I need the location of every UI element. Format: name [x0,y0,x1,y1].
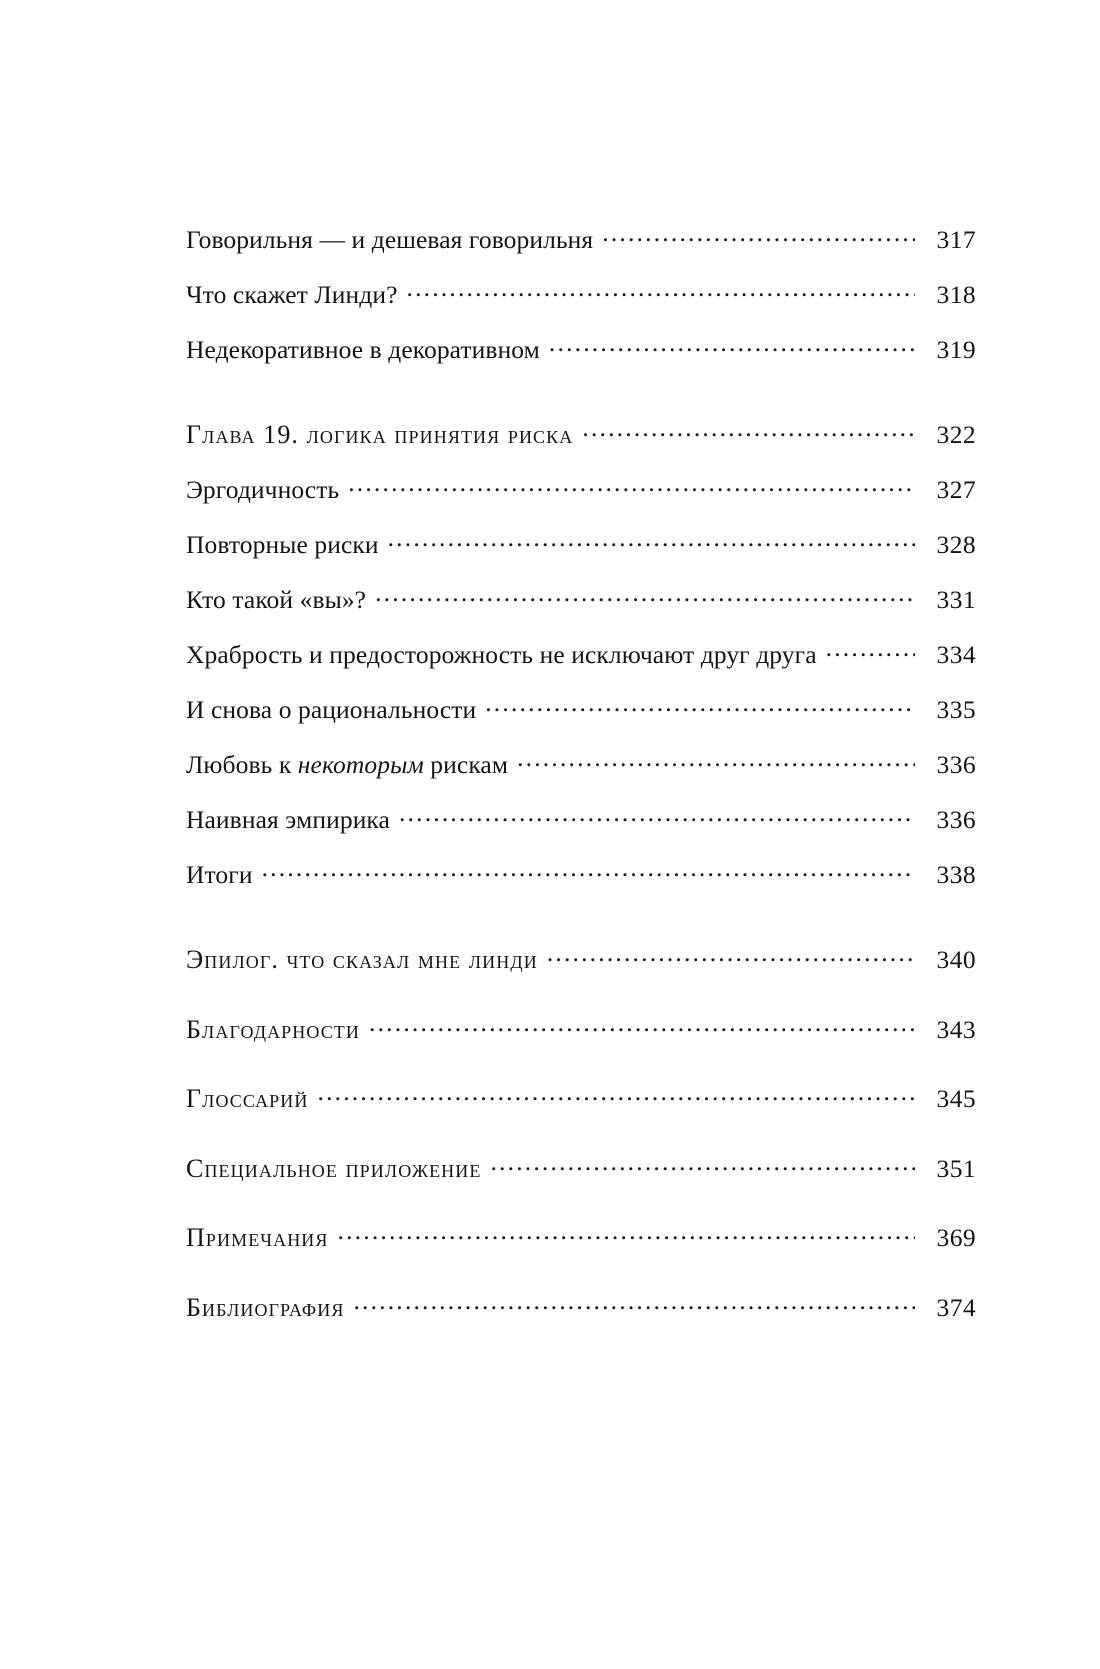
toc-entry-title: Библиография [186,1292,345,1322]
toc-title-prefix: Любовь к [186,750,298,779]
toc-entry-page: 343 [936,1014,976,1044]
dot-leader [485,693,915,719]
toc-entry-title: Специальное приложение [186,1153,482,1183]
toc-entry[interactable] [186,803,976,833]
dot-leader [399,803,915,829]
dot-leader [262,858,915,884]
dot-leader [375,583,915,609]
toc-entry-page: 327 [936,475,976,504]
toc-entry[interactable] [186,277,976,307]
dot-leader [338,1221,915,1247]
table-of-contents [186,222,976,1346]
toc-entry-title: Глоссарий [186,1084,309,1113]
toc-entry[interactable] [186,583,976,613]
dot-leader [826,638,915,664]
toc-entry-title: Храбрость и предосторожность не исключают друг друга [186,640,817,669]
dot-leader [547,943,915,969]
dot-leader [348,473,915,499]
group-spacer [186,913,976,943]
toc-entry[interactable] [186,473,976,503]
entry-spacer [186,1276,976,1290]
dot-leader [369,1012,915,1038]
dot-leader [490,1151,915,1177]
entry-spacer [186,998,976,1012]
toc-entry-page: 318 [936,279,976,309]
toc-entry-page: 322 [936,419,976,449]
toc-entry-page: 319 [936,334,976,364]
toc-entry-title: Наивная эмпирика [186,805,390,834]
toc-entry-title: И снова о рациональности [186,695,477,724]
toc-entry[interactable] [186,858,976,888]
group-spacer [186,387,976,417]
toc-entry-title: Недекоративное в декоративном [186,334,540,364]
dot-leader [407,277,916,303]
dot-leader [602,222,915,248]
toc-entry-title: Итоги [186,860,253,889]
toc-entry-section[interactable] [186,1012,976,1043]
toc-entry-title: Глава 19. логика принятия риска [186,419,574,449]
toc-entry-title: Кто такой «вы»? [186,585,367,614]
toc-entry-title: Благодарности [186,1014,361,1044]
toc-entry[interactable] [186,528,976,558]
toc-entry-title [186,752,508,778]
toc-entry[interactable] [186,693,976,723]
dot-leader [318,1082,916,1108]
entry-spacer [186,1137,976,1151]
dot-leader [388,528,915,554]
toc-entry[interactable] [186,222,976,252]
toc-entry-title: Говорильня — и дешевая говорильня [186,224,594,254]
toc-title-suffix: рискам [423,750,509,779]
toc-entry-page: 338 [936,860,976,889]
toc-entry-page: 317 [936,224,976,254]
entry-spacer [186,1207,976,1221]
dot-leader [582,417,915,443]
toc-entry-page: 334 [936,640,976,669]
toc-entry-title: Эпилог. что сказал мне линди [186,945,538,974]
toc-entry[interactable] [186,638,976,668]
toc-entry-section[interactable] [186,1151,976,1182]
toc-entry-page: 369 [936,1223,976,1252]
toc-entry-section[interactable] [186,943,976,974]
toc-entry-page: 340 [936,945,976,974]
toc-entry-page: 335 [936,695,976,724]
toc-entry-section[interactable] [186,1082,976,1113]
toc-entry-title: Что скажет Линди? [186,279,398,309]
toc-title-emphasis: некоторым [297,750,424,779]
toc-entry[interactable] [186,748,976,778]
toc-entry-page: 374 [936,1292,976,1322]
toc-entry-section[interactable] [186,1290,976,1321]
dot-leader [549,332,915,358]
toc-entry-page: 328 [936,530,976,559]
dot-leader [353,1290,915,1316]
toc-entry-page: 331 [936,585,976,614]
toc-entry[interactable] [186,332,976,362]
toc-entry-chapter[interactable] [186,417,976,448]
dot-leader [517,748,915,774]
toc-entry-title: Примечания [186,1223,329,1252]
toc-entry-page: 351 [936,1153,976,1183]
toc-entry-title: Повторные риски [186,530,379,559]
entry-spacer [186,1068,976,1082]
toc-entry-title: Эргодичность [186,475,340,504]
toc-entry-page: 336 [936,750,976,779]
toc-entry-page: 345 [936,1084,976,1113]
toc-entry-section[interactable] [186,1221,976,1252]
toc-entry-page: 336 [936,805,976,834]
